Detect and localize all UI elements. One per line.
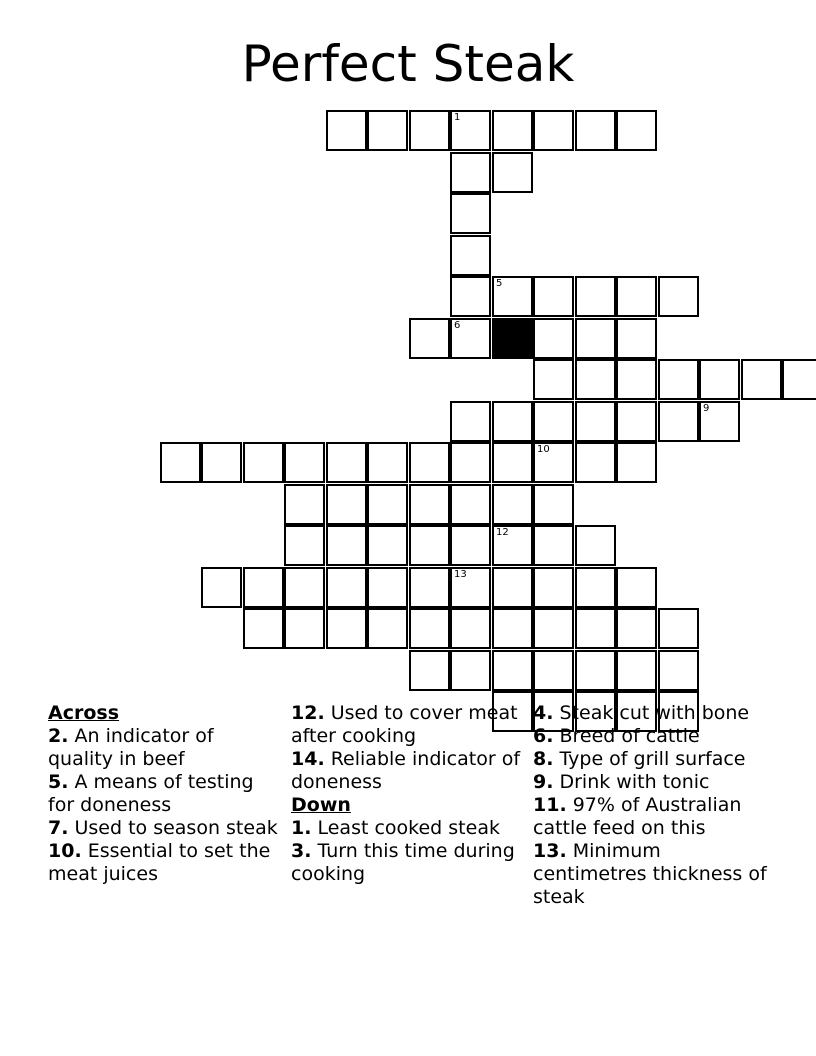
clue-item (533, 725, 773, 748)
grid-cell[interactable] (575, 110, 616, 151)
grid-cell[interactable] (575, 276, 616, 317)
grid-cell[interactable] (616, 276, 657, 317)
grid-cell[interactable] (616, 650, 657, 691)
black-cell (492, 318, 533, 359)
grid-cell[interactable] (533, 608, 574, 649)
grid-cell[interactable] (658, 359, 699, 400)
clue-item-number: 11. (533, 794, 567, 816)
clue-item-number: 9. (533, 771, 554, 793)
clue-item (48, 725, 278, 771)
grid-cell[interactable] (243, 442, 284, 483)
grid-cell[interactable] (658, 608, 699, 649)
clue-item-number: 12. (291, 702, 325, 724)
clue-item-text: Reliable indicator of doneness (291, 748, 521, 793)
grid-cell[interactable] (616, 110, 657, 151)
clue-list-across (48, 725, 278, 886)
clue-item (48, 817, 278, 840)
grid-cell[interactable] (450, 484, 491, 525)
grid-cell[interactable] (575, 608, 616, 649)
grid-cell[interactable] (326, 484, 367, 525)
clue-item-number: 2. (48, 725, 69, 747)
grid-cell[interactable] (658, 401, 699, 442)
grid-cell[interactable] (492, 567, 533, 608)
clue-item-number: 5. (48, 771, 69, 793)
clue-item (533, 840, 773, 909)
grid-cell[interactable] (409, 650, 450, 691)
grid-cell[interactable] (409, 567, 450, 608)
clues-column-3 (533, 702, 773, 909)
grid-cell[interactable] (533, 359, 574, 400)
grid-cell[interactable] (450, 401, 491, 442)
clue-item-number: 8. (533, 748, 554, 770)
grid-cell[interactable] (699, 401, 740, 442)
clue-item-text: A means of testing for doneness (48, 771, 254, 816)
grid-cell[interactable] (409, 442, 450, 483)
clue-item (291, 840, 523, 886)
clue-item-text: Drink with tonic (553, 771, 710, 793)
clue-item-number: 3. (291, 840, 312, 862)
grid-cell[interactable] (658, 276, 699, 317)
clue-item-text: Least cooked steak (311, 817, 500, 839)
grid-cell[interactable] (575, 359, 616, 400)
clue-item-number: 6. (533, 725, 554, 747)
clue-item-text: Breed of cattle (553, 725, 700, 747)
grid-cell[interactable] (409, 484, 450, 525)
clue-number: 13 (454, 569, 467, 580)
clue-number: 9 (703, 403, 710, 414)
grid-cell[interactable] (575, 442, 616, 483)
grid-cell[interactable] (367, 525, 408, 566)
grid-cell[interactable] (492, 442, 533, 483)
grid-cell[interactable] (533, 484, 574, 525)
grid-cell[interactable] (658, 650, 699, 691)
clue-list-down (291, 817, 523, 886)
grid-cell[interactable] (326, 608, 367, 649)
grid-cell[interactable] (533, 276, 574, 317)
clue-item-number: 10. (48, 840, 82, 862)
clue-number: 5 (496, 278, 503, 289)
puzzle-title: Perfect Steak (241, 35, 575, 93)
grid-cell[interactable] (367, 484, 408, 525)
grid-cell[interactable] (533, 442, 574, 483)
clue-item (533, 794, 773, 840)
grid-cell[interactable] (616, 442, 657, 483)
grid-cell[interactable] (616, 359, 657, 400)
grid-cell[interactable] (326, 110, 367, 151)
grid-cell[interactable] (367, 567, 408, 608)
grid-cell[interactable] (533, 318, 574, 359)
grid-cell[interactable] (409, 110, 450, 151)
grid-cell[interactable] (284, 484, 325, 525)
grid-cell[interactable] (284, 442, 325, 483)
clue-item-number: 13. (533, 840, 567, 862)
grid-cell[interactable] (492, 608, 533, 649)
grid-cell[interactable] (492, 484, 533, 525)
clue-item-number: 7. (48, 817, 69, 839)
clue-item-text: Minimum centimetres thickness of steak (533, 840, 767, 908)
clue-item-text: Used to season steak (68, 817, 278, 839)
clues-column-1 (48, 702, 278, 886)
grid-cell[interactable] (409, 318, 450, 359)
grid-cell[interactable] (326, 567, 367, 608)
grid-cell[interactable] (492, 110, 533, 151)
grid-cell[interactable] (450, 442, 491, 483)
grid-cell[interactable] (367, 442, 408, 483)
across-heading: Across (48, 702, 120, 724)
grid-cell[interactable] (533, 401, 574, 442)
grid-cell[interactable] (575, 318, 616, 359)
grid-cell[interactable] (284, 525, 325, 566)
grid-cell[interactable] (450, 608, 491, 649)
clue-item (533, 771, 773, 794)
grid-cell[interactable] (741, 359, 782, 400)
clue-item-text: Steak cut with bone (553, 702, 750, 724)
clue-list-across-continued (291, 702, 523, 794)
grid-cell[interactable] (575, 567, 616, 608)
clue-item-number: 1. (291, 817, 312, 839)
clue-list-down-continued (533, 702, 773, 909)
grid-cell[interactable] (492, 525, 533, 566)
clue-number: 6 (454, 320, 461, 331)
grid-cell[interactable] (243, 567, 284, 608)
grid-cell[interactable] (616, 567, 657, 608)
grid-cell[interactable] (201, 567, 242, 608)
grid-cell[interactable] (492, 276, 533, 317)
grid-cell[interactable] (284, 567, 325, 608)
grid-cell[interactable] (367, 110, 408, 151)
clue-item (533, 702, 773, 725)
grid-cell[interactable] (533, 567, 574, 608)
grid-cell[interactable] (533, 525, 574, 566)
grid-cell[interactable] (450, 152, 491, 193)
grid-cell[interactable] (699, 359, 740, 400)
grid-cell[interactable] (450, 110, 491, 151)
grid-cell[interactable] (533, 110, 574, 151)
grid-cell[interactable] (450, 318, 491, 359)
grid-cell[interactable] (243, 608, 284, 649)
grid-cell[interactable] (450, 567, 491, 608)
clue-item-text: Turn this time during cooking (291, 840, 515, 885)
grid-cell[interactable] (284, 608, 325, 649)
grid-cell[interactable] (367, 608, 408, 649)
grid-cell[interactable] (575, 401, 616, 442)
clue-number: 10 (537, 444, 550, 455)
grid-cell[interactable] (575, 525, 616, 566)
grid-cell[interactable] (326, 525, 367, 566)
grid-cell[interactable] (160, 442, 201, 483)
clue-item (291, 702, 523, 748)
grid-cell[interactable] (450, 235, 491, 276)
grid-cell[interactable] (450, 276, 491, 317)
clues-column-2 (291, 702, 523, 886)
grid-cell[interactable] (409, 525, 450, 566)
grid-cell[interactable] (450, 525, 491, 566)
clue-number: 12 (496, 527, 509, 538)
clue-item (533, 748, 773, 771)
clue-item (48, 840, 278, 886)
grid-cell[interactable] (201, 442, 242, 483)
grid-cell[interactable] (492, 401, 533, 442)
clue-item-text: Used to cover meat after cooking (291, 702, 518, 747)
clue-item-text: Essential to set the meat juices (48, 840, 271, 885)
clue-item (48, 771, 278, 817)
clue-item (291, 748, 523, 794)
clue-item-number: 4. (533, 702, 554, 724)
clue-item-text: Type of grill surface (553, 748, 746, 770)
clue-number: 1 (454, 112, 461, 123)
grid-cell[interactable] (450, 193, 491, 234)
grid-cell[interactable] (409, 608, 450, 649)
grid-cell[interactable] (616, 608, 657, 649)
grid-cell[interactable] (782, 359, 816, 400)
clue-item-text: 97% of Australian cattle feed on this (533, 794, 742, 839)
grid-cell[interactable] (616, 318, 657, 359)
grid-cell[interactable] (492, 152, 533, 193)
clue-item-text: An indicator of quality in beef (48, 725, 214, 770)
grid-cell[interactable] (450, 650, 491, 691)
down-heading: Down (291, 794, 351, 816)
grid-cell[interactable] (326, 442, 367, 483)
grid-cell[interactable] (616, 401, 657, 442)
clue-item (291, 817, 523, 840)
grid-cell[interactable] (492, 650, 533, 691)
grid-cell[interactable] (533, 650, 574, 691)
clue-item-number: 14. (291, 748, 325, 770)
grid-cell[interactable] (575, 650, 616, 691)
